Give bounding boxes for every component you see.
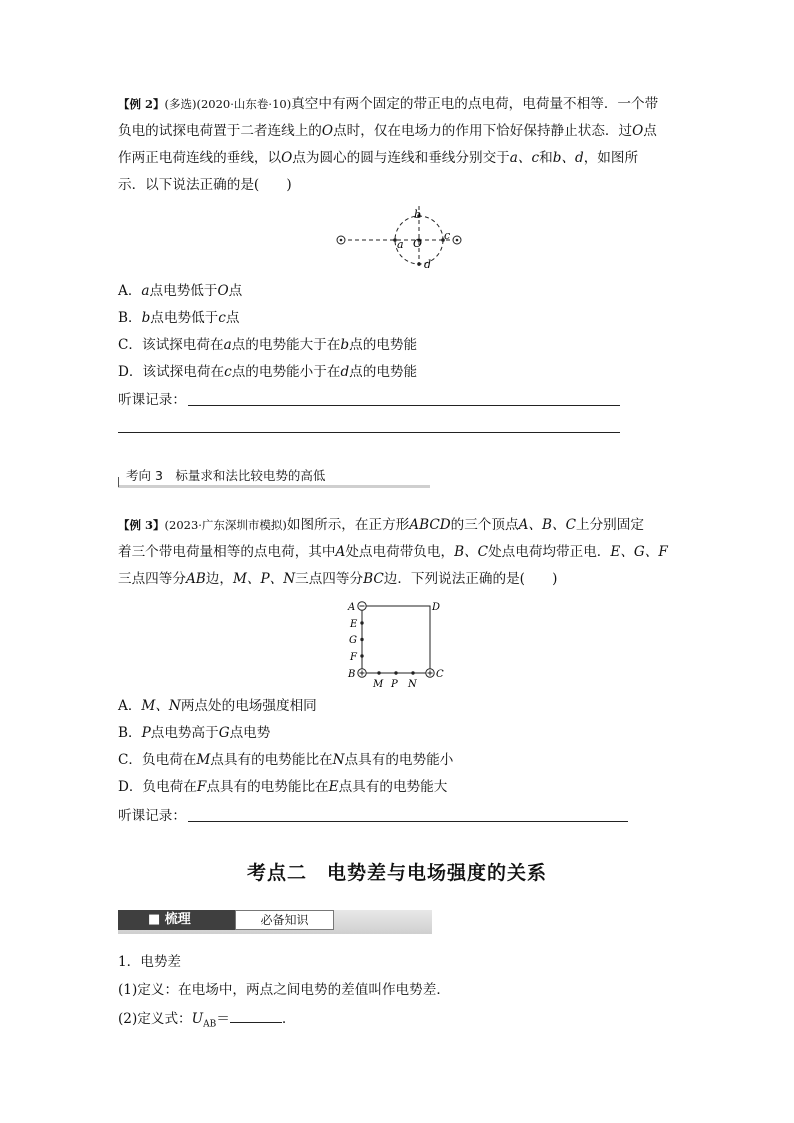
content-formula: (2)定义式：$U_{AB}=$ . (118, 1008, 286, 1035)
content-definition: (1)定义：在电场中，两点之间电势的差值叫作电势差． (118, 982, 450, 998)
point-f (360, 654, 363, 657)
example3-notes-label: 听课记录： (118, 808, 186, 824)
square-abcd (362, 606, 430, 673)
label-c: c (444, 229, 451, 242)
section-bar-dark: ■ 梳理 (118, 910, 235, 930)
positive-charge-c (426, 669, 434, 677)
example3-notes-line[interactable] (188, 821, 628, 822)
example2-stem (118, 91, 680, 199)
example3-option-d: D．负电荷在F点具有的电势能比在E点具有的电势能大 (118, 779, 448, 795)
label-D: D (432, 602, 441, 613)
example2-line2: 负电的试探电荷置于二者连线上的O点时，仅在电场力的作用下恰好保持静止状态．过O点 (118, 123, 657, 139)
example2-tag: (多选) (164, 97, 197, 111)
kaoxiang3-label: 考向 3 标量求和法比较电势的高低 (126, 468, 326, 483)
positive-charge-left (337, 236, 345, 244)
example3-option-c: C．负电荷在M点具有的电势能比在N点具有的电势能小 (118, 752, 454, 768)
example2-line3: 作两正电荷连线的垂线，以O点为圆心的圆与连线和垂线分别交于a、c和b、d，如图所 (118, 150, 639, 166)
example3-figure (340, 598, 450, 690)
label-A: A (348, 602, 356, 613)
example3-line2: 着三个带电荷量相等的点电荷，其中A处点电荷带负电，B、C处点电荷均带正电．E、G、F (118, 544, 668, 560)
label-G: G (349, 635, 357, 646)
example2-line4: 示．以下说法正确的是( ) (118, 177, 292, 193)
example3-line3: 三点四等分AB边，M、P、N三点四等分BC边．下列说法正确的是( ) (118, 571, 558, 587)
example2-source: (2020·山东卷·10) (196, 97, 292, 111)
point-e (360, 621, 363, 624)
example2-line1: 【例 2】(多选)(2020·山东卷·10)真空中有两个固定的带正电的点电荷，电荷量不相等．一个带 (118, 96, 659, 112)
kaoxiang3-tick (118, 477, 119, 487)
positive-charge-b (358, 669, 366, 677)
example3-stem (118, 512, 680, 593)
kaoxiang3-underline (118, 485, 430, 488)
example2-option-a: A．a点电势低于O点 (118, 283, 243, 299)
example2-notes-label: 听课记录： (118, 392, 186, 408)
example3-label: 【例 3】 (118, 518, 165, 532)
example3-line1: 【例 3】(2023·广东深圳市模拟)如图所示，在正方形ABCD的三个顶点A、B、C上分别固定 (118, 517, 644, 533)
formula-blank[interactable] (230, 1008, 282, 1023)
label-N: N (408, 679, 417, 690)
example3-option-a: A．M、N两点处的电场强度相同 (118, 698, 317, 714)
example2-option-c: C．该试探电荷在a点的电势能大于在b点的电势能 (118, 337, 418, 353)
example2-option-d: D．该试探电荷在c点的电势能小于在d点的电势能 (118, 364, 418, 380)
example2-figure (330, 200, 470, 272)
point-m (377, 671, 380, 674)
point-d (417, 262, 421, 266)
positive-charge-right (453, 236, 461, 244)
label-a: a (397, 238, 404, 251)
point-n (411, 671, 414, 674)
example2-notes-line-2[interactable] (118, 432, 620, 433)
point-p (394, 671, 397, 674)
example3-option-b: B．P点电势高于G点电势 (118, 725, 271, 741)
point-g (360, 638, 363, 641)
label-E: E (350, 619, 358, 630)
label-C: C (436, 669, 444, 680)
label-B: B (348, 669, 356, 680)
content-item1: 1．电势差 (118, 954, 182, 970)
example3-source: (2023·广东深圳市模拟) (164, 518, 287, 532)
label-M: M (373, 679, 384, 690)
section-bar-light: 必备知识 (235, 910, 334, 930)
example2-option-b: B．b点电势低于c点 (118, 310, 240, 326)
label-d: d (424, 258, 432, 271)
section-title: 考点二 电势差与电场强度的关系 (246, 862, 547, 884)
label-P: P (391, 679, 398, 690)
label-F: F (350, 652, 357, 663)
example2-label: 【例 2】 (118, 97, 165, 111)
label-o: O (413, 237, 423, 250)
example2-notes-line-1[interactable] (188, 405, 620, 406)
section-bar (118, 910, 432, 934)
kaoxiang3-header (118, 463, 430, 487)
label-b: b (414, 208, 422, 221)
negative-charge-a (358, 602, 366, 610)
